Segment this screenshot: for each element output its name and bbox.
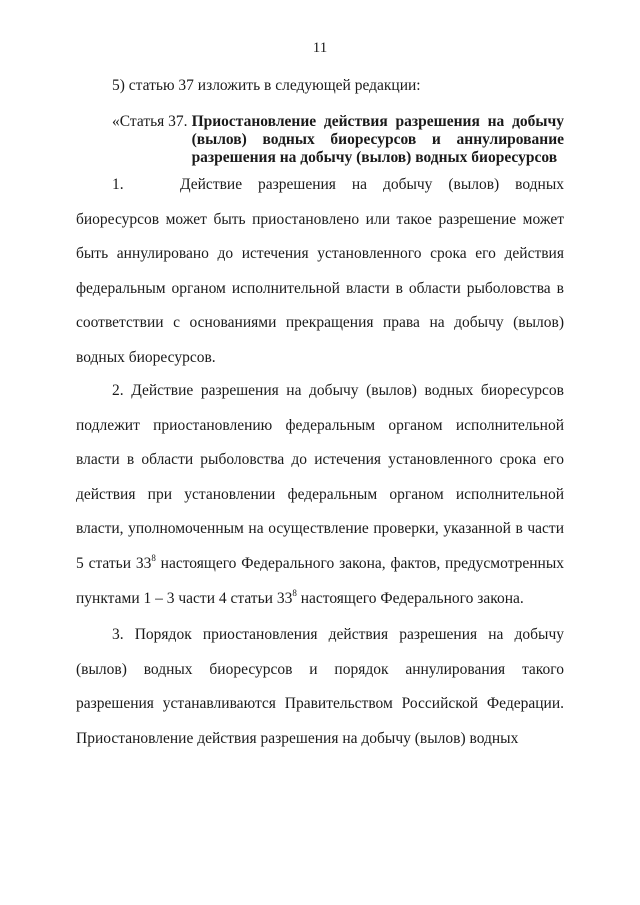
paragraph-2-superscript-2: 8	[292, 587, 297, 598]
article-title: Приостановление действия разрешения на добычу (вылов) водных биоресурсов и аннулирование разрешения на добычу (вылов) водных биоресурсов	[191, 113, 564, 166]
paragraph-3-number: 3.	[112, 626, 124, 643]
paragraph-2-text-part-1: Действие разрешения на добычу (вылов) водных биоресурсов подлежит приостановлению федеральным органом исполнительной власти в области рыболовства до истечения установленного срока его действия при установлении федеральным органом исполнительной власти, уполномоченным на осуществление проверки, указанной в части 5 статьи 33	[76, 382, 564, 572]
paragraph-3-text: Порядок приостановления действия разрешения на добычу (вылов) водных биоресурсов и порядок аннулирования такого разрешения устанавливаются Правительством Российской Федерации. Приостановление действия разрешения на добычу (вылов) водных	[76, 626, 564, 747]
amendment-intro: 5) статью 37 изложить в следующей редакции:	[112, 77, 421, 94]
paragraph-1-number: 1.	[112, 176, 124, 193]
article-lead: «Статья 37.	[112, 113, 188, 130]
paragraph-2-superscript-1: 8	[151, 552, 156, 563]
paragraph-1-text: Действие разрешения на добычу (вылов) водных биоресурсов может быть приостановлено или такое разрешение может быть аннулировано до истечения установленного срока его действия федеральным органом исполнительной власти в области рыболовства в соответствии с основаниями прекращения права на добычу (вылов) водных биоресурсов.	[76, 176, 564, 366]
paragraph-1	[76, 168, 564, 376]
paragraph-2-text-part-2: настоящего Федерального закона, фактов, предусмотренных пунктами 1 – 3 части 4 статьи 33	[76, 554, 564, 607]
paragraph-3	[76, 618, 564, 756]
article-heading	[112, 113, 564, 167]
paragraph-2	[76, 374, 564, 616]
document-page	[76, 0, 564, 905]
paragraph-2-number: 2.	[112, 382, 124, 399]
paragraph-2-text-part-3: настоящего Федерального закона.	[296, 589, 524, 607]
page-number: 11	[312, 40, 328, 56]
